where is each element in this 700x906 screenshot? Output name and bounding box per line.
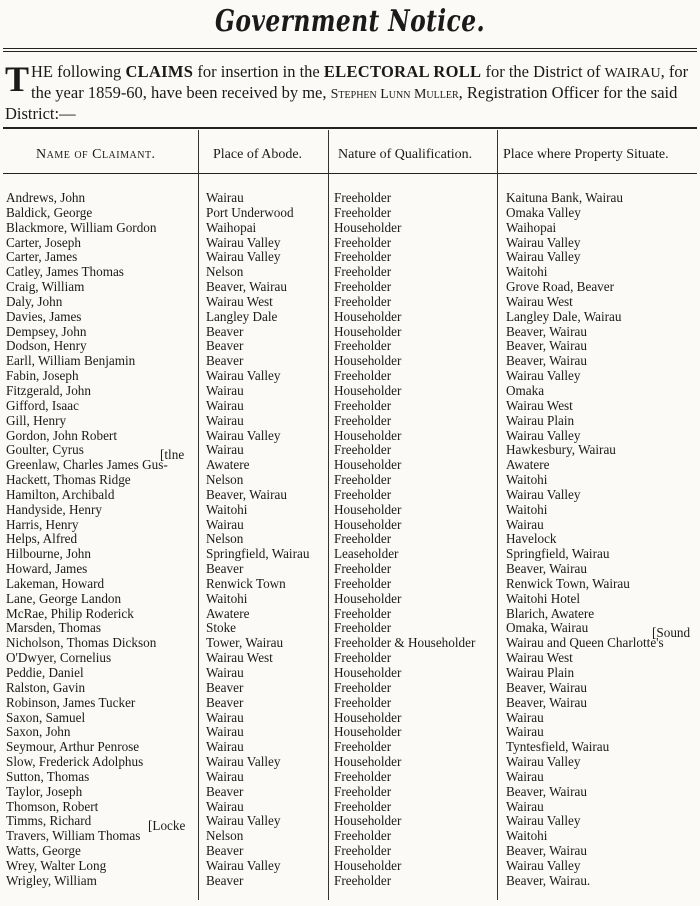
claimant-name: Howard, James xyxy=(6,561,88,577)
intro-claims: CLAIMS xyxy=(125,62,194,81)
qualification: Freeholder xyxy=(334,575,392,591)
property-location: Wairau West xyxy=(506,293,573,309)
claimant-name: Lakeman, Howard xyxy=(6,575,105,591)
claimant-name: O'Dwyer, Cornelius xyxy=(6,650,112,666)
claimant-name: Earll, William Benjamin xyxy=(6,353,136,369)
property-location: Beaver, Wairau xyxy=(506,323,587,339)
qualification: Householder xyxy=(334,323,402,339)
qualification: Householder xyxy=(334,754,402,770)
qualification: Freeholder & Householder xyxy=(334,635,476,651)
property-location: Omaka, Wairau xyxy=(506,620,589,636)
property-location: Wairau Plain xyxy=(506,412,575,428)
property-location: Wairau Valley xyxy=(506,813,581,829)
place-of-abode: Nelson xyxy=(206,531,244,547)
claimant-name: Greenlaw, Charles James Gus- xyxy=(6,457,168,473)
property-location: Renwick Town, Wairau xyxy=(506,575,630,591)
property-location: Waitohi xyxy=(506,828,548,844)
property-location: Langley Dale, Wairau xyxy=(506,308,622,324)
intro-text-4: , for the year 1859-60, have been received by me, xyxy=(31,62,689,102)
qualification: Freeholder xyxy=(334,798,392,814)
qualification: Householder xyxy=(334,709,402,725)
place-of-abode: Wairau West xyxy=(206,293,273,309)
qualification: Freeholder xyxy=(334,204,392,220)
notice-intro xyxy=(5,59,695,123)
property-location: Waitohi Hotel xyxy=(506,590,581,606)
property-location: Beaver, Wairau xyxy=(506,679,587,695)
property-location: Wairau Valley xyxy=(506,249,581,265)
qualification: Freeholder xyxy=(334,368,392,384)
claimant-name: Hamilton, Archibald xyxy=(6,486,115,502)
place-of-abode: Langley Dale xyxy=(206,308,278,324)
place-of-abode: Wairau xyxy=(206,412,244,428)
place-of-abode: Beaver xyxy=(206,323,244,339)
column-divider xyxy=(497,130,498,900)
place-of-abode: Wairau xyxy=(206,190,244,205)
place-of-abode: Awatere xyxy=(206,605,250,621)
claimant-name: Goulter, Cyrus xyxy=(6,442,84,458)
overflow-sound: [Sound xyxy=(652,625,691,640)
intro-officer: Stephen Lunn Muller xyxy=(330,87,459,102)
qualification: Freeholder xyxy=(334,397,392,413)
place-of-abode: Wairau xyxy=(206,442,244,458)
claimant-name: Carter, Joseph xyxy=(6,234,81,250)
intro-text-2: for insertion in the xyxy=(193,62,324,81)
property-location: Awatere xyxy=(506,457,550,473)
qualification: Householder xyxy=(334,308,402,324)
place-of-abode: Wairau Valley xyxy=(206,234,281,250)
overflow-tlne: [tlne xyxy=(160,447,185,462)
qualification: Householder xyxy=(334,382,402,398)
table-header-rule xyxy=(3,173,697,174)
claimant-name: Blackmore, William Gordon xyxy=(6,219,157,235)
claimant-name: Hilbourne, John xyxy=(6,546,91,562)
place-of-abode: Nelson xyxy=(206,828,244,844)
qualification-column xyxy=(334,191,496,889)
header-name: Name of Claimant. xyxy=(36,147,156,162)
intro-roll: ELECTORAL ROLL xyxy=(323,62,482,81)
intro-text-5: , Registration Officer for the said District:— xyxy=(5,83,678,123)
property-location: Blarich, Awatere xyxy=(506,605,595,621)
intro-text-3: for the District of xyxy=(481,62,601,81)
qualification: Freeholder xyxy=(334,872,392,888)
claimant-name: Gill, Henry xyxy=(6,412,67,428)
place-of-abode: Wairau Valley xyxy=(206,427,281,443)
column-divider xyxy=(328,130,329,900)
place-of-abode: Wairau Valley xyxy=(206,857,281,873)
property-location: Havelock xyxy=(506,531,557,547)
claimant-name: Andrews, John xyxy=(6,190,86,205)
qualification: Freeholder xyxy=(334,843,392,859)
qualification: Freeholder xyxy=(334,293,392,309)
qualification: Freeholder xyxy=(334,650,392,666)
property-location: Grove Road, Beaver xyxy=(506,279,615,295)
qualification: Householder xyxy=(334,353,402,369)
place-of-abode: Wairau xyxy=(206,397,244,413)
property-location: Beaver, Wairau xyxy=(506,783,587,799)
place-of-abode: Beaver xyxy=(206,679,244,695)
property-location: Waihopai xyxy=(506,219,557,235)
place-of-abode: Wairau xyxy=(206,724,244,740)
intro-text-1: HE following xyxy=(31,62,126,81)
place-of-abode: Waitohi xyxy=(206,501,248,517)
qualification: Freeholder xyxy=(334,783,392,799)
claimant-name: Travers, William Thomas xyxy=(6,828,141,844)
place-of-abode: Beaver xyxy=(206,353,244,369)
claimant-name: Nicholson, Thomas Dickson xyxy=(6,635,157,651)
intro-district: WAIRAU xyxy=(604,66,661,81)
place-of-abode: Beaver xyxy=(206,338,244,354)
claimant-name: Slow, Frederick Adolphus xyxy=(6,754,144,770)
property-location: Waitohi xyxy=(506,472,548,488)
claimant-name: Timms, Richard xyxy=(6,813,92,829)
place-of-abode: Stoke xyxy=(206,620,237,636)
qualification: Leaseholder xyxy=(334,546,399,562)
place-of-abode: Beaver, Wairau xyxy=(206,279,287,295)
place-of-abode: Beaver xyxy=(206,694,244,710)
claimant-name: Peddie, Daniel xyxy=(6,665,84,680)
place-of-abode: Beaver, Wairau xyxy=(206,486,287,502)
header-property: Place where Property Situate. xyxy=(503,147,669,162)
place-of-abode: Beaver xyxy=(206,783,244,799)
claimant-name: Taylor, Joseph xyxy=(6,783,83,799)
claimant-name: Thomson, Robert xyxy=(6,798,99,814)
property-location: Springfield, Wairau xyxy=(506,546,610,562)
property-column xyxy=(506,191,696,889)
place-of-abode: Springfield, Wairau xyxy=(206,546,310,562)
claimant-name: Marsden, Thomas xyxy=(6,620,101,636)
property-location: Kaituna Bank, Wairau xyxy=(506,190,623,205)
claimant-name: Fitzgerald, John xyxy=(6,382,91,398)
claimant-name: Dempsey, John xyxy=(6,323,87,339)
property-location: Beaver, Wairau. xyxy=(506,872,591,888)
claimant-name: Hackett, Thomas Ridge xyxy=(6,472,131,488)
property-location: Wairau Valley xyxy=(506,486,581,502)
property-location: Wairau xyxy=(506,516,544,532)
column-divider xyxy=(198,130,199,900)
qualification: Freeholder xyxy=(334,442,392,458)
notice-title: Government Notice. xyxy=(214,4,486,39)
property-location: Wairau Plain xyxy=(506,665,575,680)
claimant-name: Carter, James xyxy=(6,249,78,265)
claimant-name: Seymour, Arthur Penrose xyxy=(6,739,140,755)
qualification: Householder xyxy=(334,813,402,829)
property-location: Beaver, Wairau xyxy=(506,353,587,369)
qualification: Householder xyxy=(334,457,402,473)
claimant-name: Helps, Alfred xyxy=(6,531,78,547)
place-of-abode: Wairau Valley xyxy=(206,754,281,770)
claimant-name: Handyside, Henry xyxy=(6,501,102,517)
qualification: Freeholder xyxy=(334,234,392,250)
qualification: Freeholder xyxy=(334,531,392,547)
property-location: Beaver, Wairau xyxy=(506,561,587,577)
qualification: Householder xyxy=(334,516,402,532)
claimant-name: Davies, James xyxy=(6,308,82,324)
qualification: Freeholder xyxy=(334,190,392,205)
qualification: Freeholder xyxy=(334,768,392,784)
property-location: Wairau and Queen Charlotte's xyxy=(506,635,664,651)
claimant-name: Daly, John xyxy=(6,293,63,309)
property-location: Wairau Valley xyxy=(506,368,581,384)
claimant-name: Catley, James Thomas xyxy=(6,264,124,280)
property-location: Wairau West xyxy=(506,650,573,666)
qualification: Freeholder xyxy=(334,561,392,577)
claimant-name: Fabin, Joseph xyxy=(6,368,79,384)
place-of-abode: Waitohi xyxy=(206,590,248,606)
claimant-name: Gordon, John Robert xyxy=(6,427,117,443)
property-location: Omaka Valley xyxy=(506,204,581,220)
qualification: Freeholder xyxy=(334,249,392,265)
header-qualification: Nature of Qualification. xyxy=(338,147,473,162)
qualification: Householder xyxy=(334,427,402,443)
place-of-abode: Wairau xyxy=(206,516,244,532)
claimant-name: Ralston, Gavin xyxy=(6,679,86,695)
place-of-abode: Beaver xyxy=(206,561,244,577)
claimant-name: Saxon, John xyxy=(6,724,71,740)
claimant-name: Craig, William xyxy=(6,279,85,295)
property-location: Wairau xyxy=(506,724,544,740)
claimant-name: Saxon, Samuel xyxy=(6,709,86,725)
claimant-name: Lane, George Landon xyxy=(6,590,122,606)
claimant-name: Sutton, Thomas xyxy=(6,768,90,784)
claimant-name: Wrey, Walter Long xyxy=(6,857,107,873)
place-of-abode: Wairau Valley xyxy=(206,368,281,384)
qualification: Freeholder xyxy=(334,279,392,295)
property-location: Wairau West xyxy=(506,397,573,413)
intro-dropcap: T xyxy=(5,59,30,99)
property-location: Waitohi xyxy=(506,501,548,517)
claimant-name: McRae, Philip Roderick xyxy=(6,605,134,621)
qualification: Householder xyxy=(334,219,402,235)
property-location: Wairau Valley xyxy=(506,427,581,443)
place-of-abode: Wairau xyxy=(206,382,244,398)
property-location: Beaver, Wairau xyxy=(506,694,587,710)
claimant-name: Baldick, George xyxy=(6,204,93,220)
qualification: Freeholder xyxy=(334,739,392,755)
property-location: Wairau Valley xyxy=(506,234,581,250)
top-rule-secondary xyxy=(3,51,697,52)
place-of-abode: Wairau Valley xyxy=(206,249,281,265)
place-of-abode: Wairau West xyxy=(206,650,273,666)
place-of-abode: Renwick Town xyxy=(206,575,286,591)
place-of-abode: Wairau xyxy=(206,768,244,784)
place-of-abode: Awatere xyxy=(206,457,250,473)
qualification: Householder xyxy=(334,665,402,680)
place-of-abode: Wairau xyxy=(206,739,244,755)
qualification: Householder xyxy=(334,590,402,606)
qualification: Householder xyxy=(334,857,402,873)
claimant-names-column xyxy=(6,191,192,889)
place-of-abode: Wairau xyxy=(206,665,244,680)
claimant-name: Watts, George xyxy=(6,843,81,859)
abode-column xyxy=(206,191,324,889)
place-of-abode: Beaver xyxy=(206,872,244,888)
qualification: Householder xyxy=(334,724,402,740)
top-rule xyxy=(3,48,697,49)
property-location: Wairau xyxy=(506,798,544,814)
qualification: Freeholder xyxy=(334,338,392,354)
overflow-locke: [Locke xyxy=(148,818,186,833)
qualification: Freeholder xyxy=(334,679,392,695)
property-location: Wairau Valley xyxy=(506,857,581,873)
property-location: Waitohi xyxy=(506,264,548,280)
place-of-abode: Port Underwood xyxy=(206,204,294,220)
place-of-abode: Wairau xyxy=(206,798,244,814)
qualification: Freeholder xyxy=(334,620,392,636)
place-of-abode: Waihopai xyxy=(206,219,257,235)
property-location: Wairau xyxy=(506,768,544,784)
qualification: Freeholder xyxy=(334,472,392,488)
property-location: Hawkesbury, Wairau xyxy=(506,442,616,458)
property-location: Wairau Valley xyxy=(506,754,581,770)
claimant-name: Robinson, James Tucker xyxy=(6,694,136,710)
qualification: Freeholder xyxy=(334,412,392,428)
qualification: Freeholder xyxy=(334,486,392,502)
header-abode: Place of Abode. xyxy=(213,147,303,162)
property-location: Omaka xyxy=(506,382,545,398)
place-of-abode: Beaver xyxy=(206,843,244,859)
place-of-abode: Wairau xyxy=(206,709,244,725)
table-top-rule xyxy=(3,127,697,129)
claimant-name: Harris, Henry xyxy=(6,516,79,532)
claimant-name: Wrigley, William xyxy=(6,872,97,888)
property-location: Beaver, Wairau xyxy=(506,338,587,354)
place-of-abode: Tower, Wairau xyxy=(206,635,284,651)
qualification: Freeholder xyxy=(334,828,392,844)
claimant-name: Gifford, Isaac xyxy=(6,397,79,413)
property-location: Tyntesfield, Wairau xyxy=(506,739,610,755)
place-of-abode: Nelson xyxy=(206,472,244,488)
qualification: Freeholder xyxy=(334,264,392,280)
qualification: Freeholder xyxy=(334,694,392,710)
property-location: Beaver, Wairau xyxy=(506,843,587,859)
place-of-abode: Nelson xyxy=(206,264,244,280)
qualification: Freeholder xyxy=(334,605,392,621)
property-location: Wairau xyxy=(506,709,544,725)
qualification: Householder xyxy=(334,501,402,517)
claimant-name: Dodson, Henry xyxy=(6,338,87,354)
place-of-abode: Wairau Valley xyxy=(206,813,281,829)
